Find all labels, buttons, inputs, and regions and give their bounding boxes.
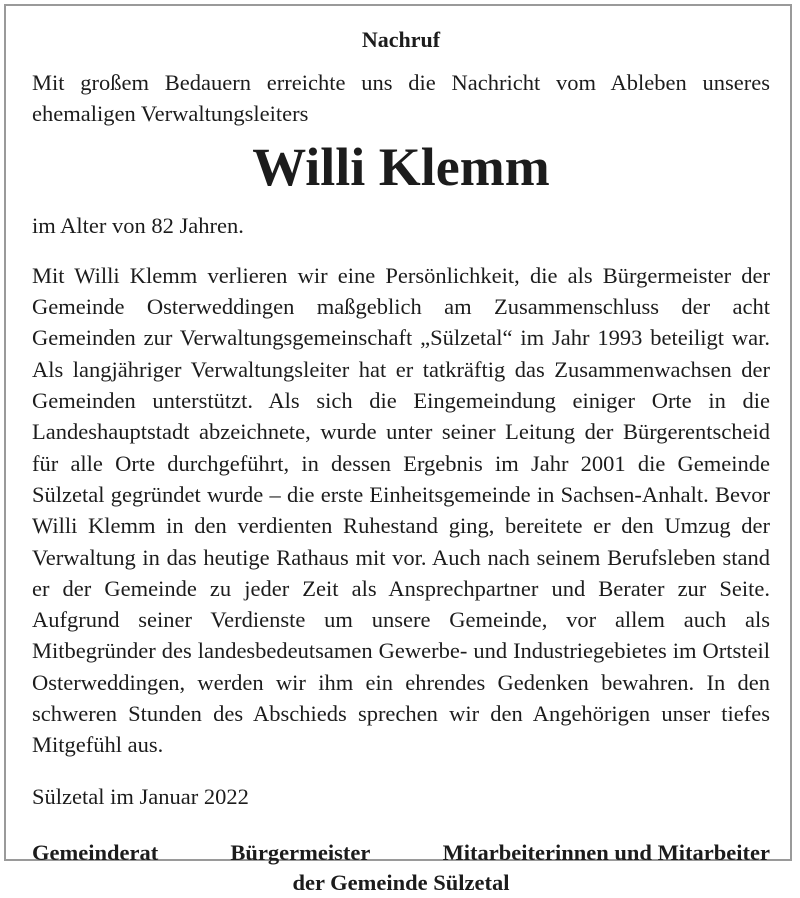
obituary-content xyxy=(32,6,770,898)
intro-paragraph: Mit großem Bedauern erreichte uns die Nachricht vom Ableben unseres ehemaligen Verwaltungsleiters xyxy=(32,70,770,127)
age-line: im Alter von 82 Jahren. xyxy=(32,212,244,238)
deceased-name: Willi Klemm xyxy=(252,136,550,197)
signer-council: Gemeinderat xyxy=(32,839,159,865)
signers-row xyxy=(32,838,770,868)
signer-mayor: Bürgermeister xyxy=(230,839,371,865)
signer-municipality: der Gemeinde Sülzetal xyxy=(292,869,510,895)
place-date: Sülzetal im Januar 2022 xyxy=(32,783,249,809)
obituary-heading: Nachruf xyxy=(361,27,441,52)
obituary-frame xyxy=(4,4,792,895)
tribute-paragraph: Mit Willi Klemm verlieren wir eine Persönlichkeit, die als Bürgermeister der Gemeinde Osterweddingen maßgeblich am Zusammenschluss der acht Gemeinden zur Verwaltungsgemeinschaft „Sülzetal“ im Jahr 1993 beteiligt war. Als langjähriger Verwaltungsleiter hat er tatkräftig das Zusammenwachsen der Gemeinden unterstützt. Als sich die Eingemeindung einiger Orte in die Landeshauptstadt abzeichnete, wurde unter seiner Leitung der Bürgerentscheid für alle Orte durchgeführt, in dessen Ergebnis im Jahr 2001 die Gemeinde Sülzetal gegründet wurde – die erste Einheitsgemeinde in Sachsen-Anhalt. Bevor Willi Klemm in den verdienten Ruhestand ging, bereitete er den Umzug der Verwaltung in das heutige Rathaus mit vor. Auch nach seinem Berufsleben stand er der Gemeinde zu jeder Zeit als Ansprechpartner und Berater zur Seite. Aufgrund seiner Verdienste um unsere Gemeinde, vor allem auch als Mitbegründer des landesbedeutsamen Gewerbe- und Industriegebietes im Ortsteil Osterweddingen, werden wir ihm ein ehrendes Gedenken bewahren. In den schweren Stunden des Abschieds sprechen wir den Angehörigen unser tiefes Mitgefühl aus. xyxy=(32,262,770,758)
signer-staff: Mitarbeiterinnen und Mitarbeiter xyxy=(442,839,770,865)
